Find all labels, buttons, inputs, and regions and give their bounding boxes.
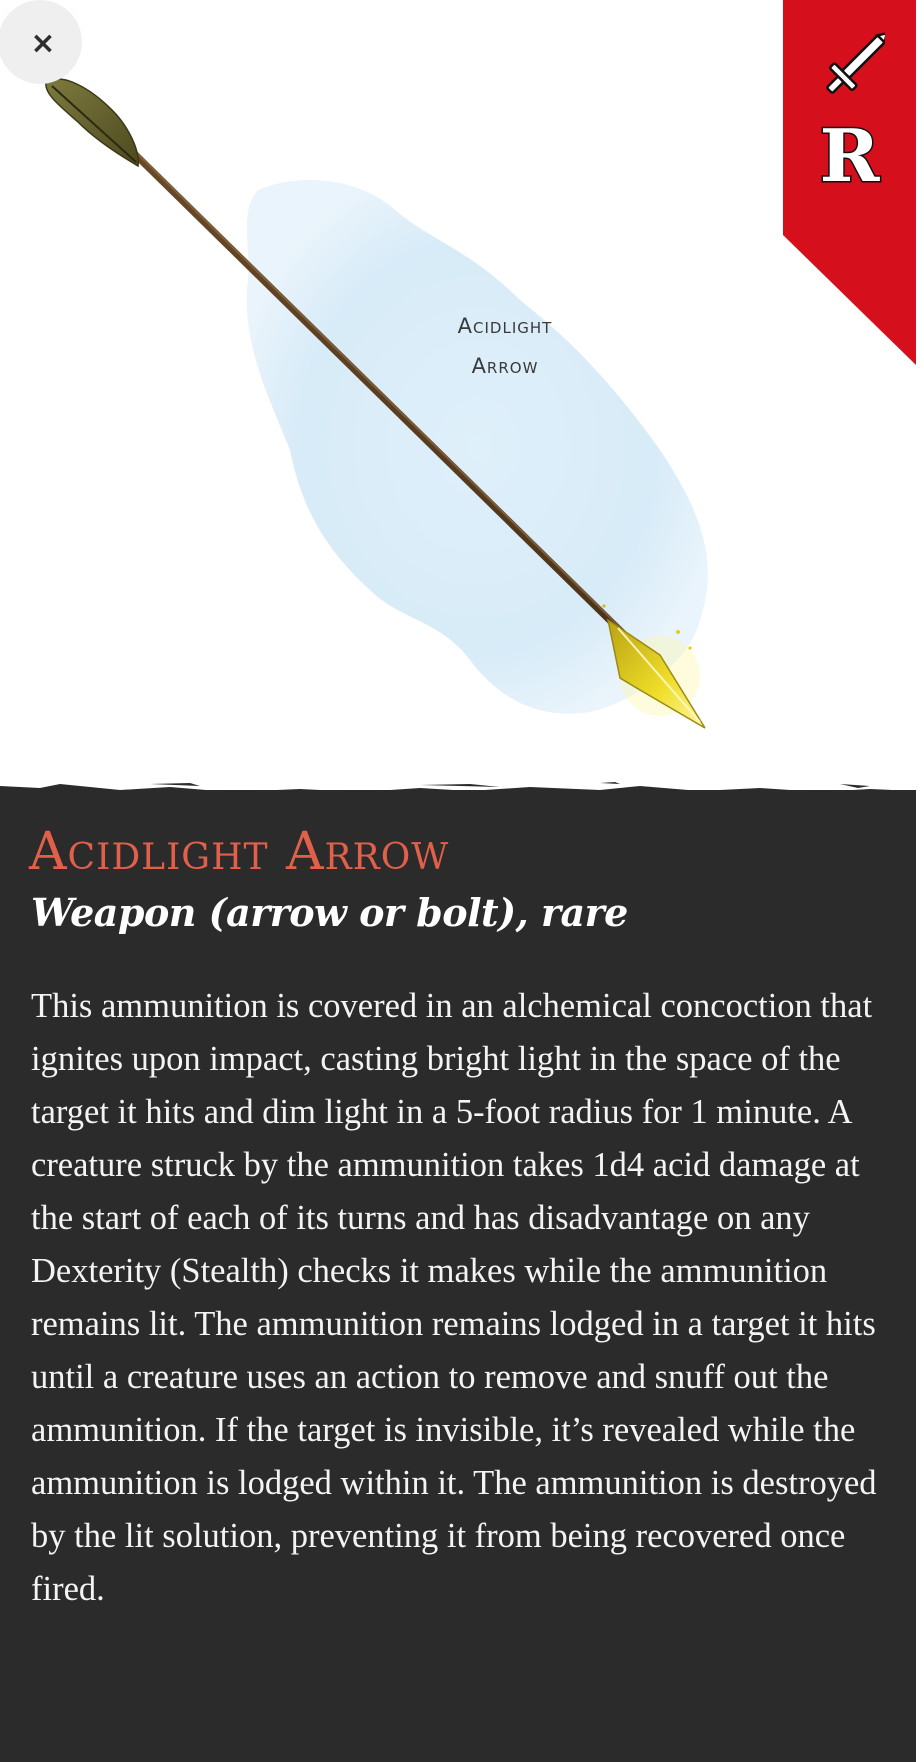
caption-line-1: Acidlight: [457, 314, 553, 338]
close-icon: ×: [30, 26, 56, 61]
item-illustration: [0, 0, 916, 800]
torn-edge-divider: [0, 770, 916, 810]
caption-line-2: Arrow: [471, 354, 539, 378]
item-type-line: Weapon (arrow or bolt), rare: [31, 890, 628, 935]
arrow-illustration: [0, 0, 916, 800]
close-button[interactable]: [0, 0, 82, 84]
illustration-caption: [430, 306, 580, 386]
acid-splash: [247, 180, 708, 714]
rarity-letter: R: [819, 113, 880, 198]
sword-icon: [815, 30, 885, 110]
item-description: This ammunition is covered in an alchemical concoction that ignites upon impact, casting bright light in the space of the target it hits and dim light in a 5-foot radius for 1 minute. A creature struck by the ammunition takes 1d4 acid damage at the start of each of its turns and has disadvantage on any Dexterity (Stealth) checks it makes while the ammunition remains lit. The ammunition remains lodged in a target it hits until a creature uses an action to remove and snuff out the ammunition. If the target is invisible, it’s revealed while the ammunition is lodged within it. The ammunition is destroyed by the lit solution, preventing it from being recovered once fired.: [31, 987, 877, 1608]
item-title: Acidlight Arrow: [29, 822, 450, 882]
